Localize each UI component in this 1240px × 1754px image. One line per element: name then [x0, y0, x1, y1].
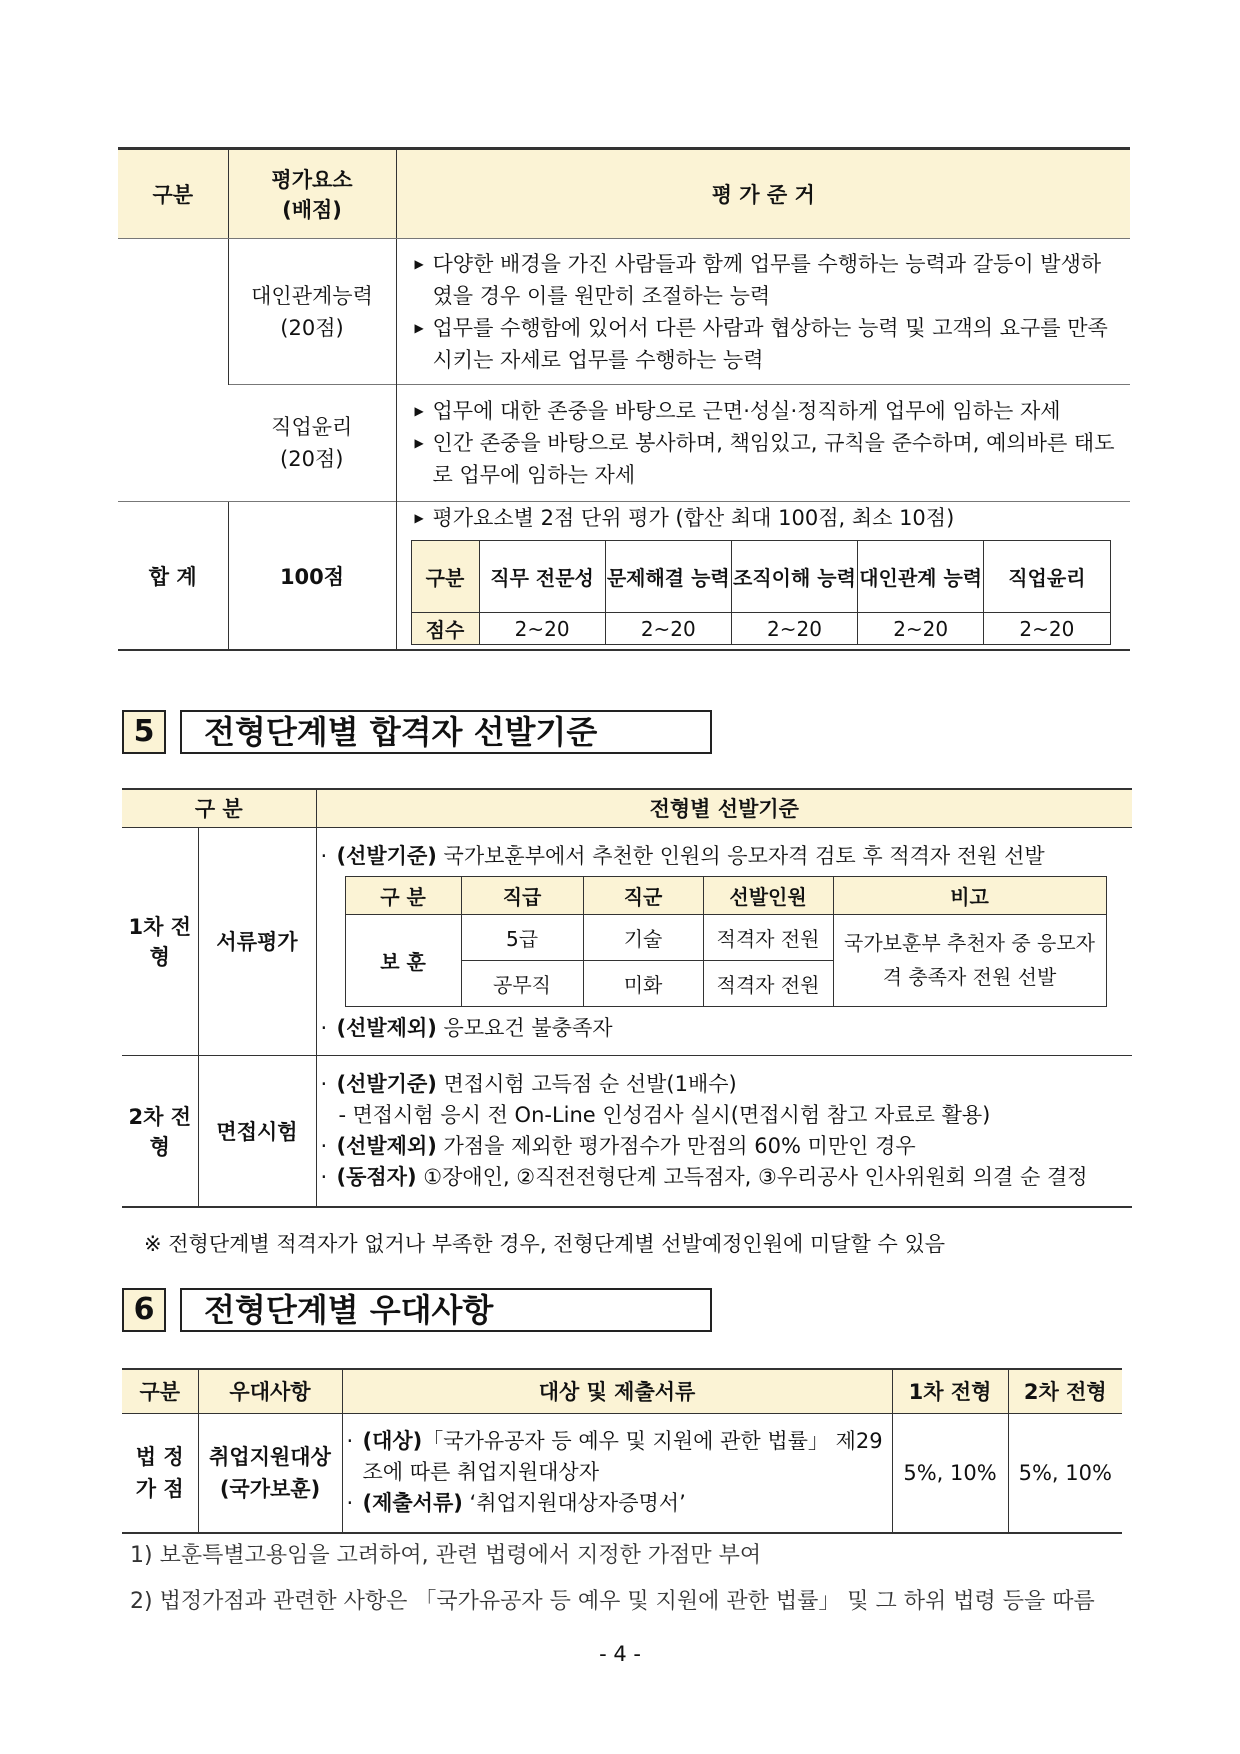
- inner-cell: 적격자 전원: [703, 914, 833, 960]
- inner-cell: 공무직: [461, 960, 583, 1006]
- inner-cell: 5급: [461, 914, 583, 960]
- section6-number: 6: [122, 1288, 166, 1332]
- section5-note: ※ 전형단계별 적격자가 없거나 부족한 경우, 전형단계별 선발예정인원에 미달할 수 있음: [144, 1232, 946, 1256]
- stage1-type: 서류평가: [198, 827, 316, 1055]
- score-header: 조직이해 능력: [731, 541, 857, 613]
- selection-criteria-table: [122, 788, 1132, 1208]
- s6-header: 구분: [122, 1369, 198, 1413]
- footnote-2: 2) 법정가점과 관련한 사항은 「국가유공자 등 예우 및 지원에 관한 법률」 및 그 하위 법령 등을 따름: [130, 1589, 1095, 1614]
- s6-category: 법 정 가 점: [122, 1413, 198, 1533]
- inner-cell: 미화: [583, 960, 703, 1006]
- criteria-ethics: ▶ 업무에 대한 존중을 바탕으로 근면·성실·정직하게 업무에 임하는 자세 ▶ 인간 존중을 바탕으로 봉사하며, 책임있고, 규칙을 준수하며, 예의바른 태도로 업무에 임하는 자세: [396, 385, 1130, 502]
- s6-header: 우대사항: [198, 1369, 342, 1413]
- inner-header: 구 분: [345, 876, 461, 914]
- score-value: 2~20: [984, 613, 1110, 645]
- score-header: 구분: [411, 541, 479, 613]
- stage1-label: 1차 전형: [122, 827, 198, 1055]
- score-header: 직업윤리: [984, 541, 1110, 613]
- total-criteria: ▶ 평가요소별 2점 단위 평가 (합산 최대 100점, 최소 10점) 구분 직무 전문성 문제해결 능력 조직이해 능력 대인관계 능력 직업윤리 점수 2~20 2~20 2~20 2~20 2~20: [396, 502, 1130, 651]
- element-interpersonal: 대인관계능력 (20점): [228, 239, 396, 385]
- score-row-label: 점수: [411, 613, 479, 645]
- footnote-1: 1) 보훈특별고용임을 고려하여, 관련 법령에서 지정한 가점만 부여: [130, 1543, 762, 1568]
- score-value: 2~20: [731, 613, 857, 645]
- score-table: [411, 540, 1111, 645]
- score-header: 대인관계 능력: [858, 541, 984, 613]
- total-label: 합 계: [118, 502, 228, 651]
- stage2-label: 2차 전형: [122, 1055, 198, 1207]
- header-element: 평가요소 (배점): [228, 149, 396, 239]
- inner-header: 선발인원: [703, 876, 833, 914]
- score-value: 2~20: [479, 613, 605, 645]
- s6-stage2: 5%, 10%: [1008, 1413, 1122, 1533]
- s6-stage1: 5%, 10%: [892, 1413, 1008, 1533]
- preference-table: [122, 1368, 1122, 1534]
- stage1-criteria: · (선발기준) 국가보훈부에서 추천한 인원의 응모자격 검토 후 적격자 전원 선발 구 분 직급 직군 선발인원 비고 보 훈 5급 기술 적격자 전원 국가보훈부 추천자 중 응모자격 충족자 전원 선발 공무직 미화 적격자 전원 · (선발제외) 응모요건 불충족자: [316, 827, 1132, 1055]
- page-number: - 4 -: [599, 1642, 641, 1666]
- section6-title: 전형단계별 우대사항: [180, 1288, 712, 1332]
- inner-note: 국가보훈부 추천자 중 응모자격 충족자 전원 선발: [833, 914, 1106, 1006]
- s6-target: · (대상)「국가유공자 등 예우 및 지원에 관한 법률」 제29조에 따른 취업지원대상자 · (제출서류) ‘취업지원대상자증명서’: [342, 1413, 892, 1533]
- inner-header: 직군: [583, 876, 703, 914]
- stage2-type: 면접시험: [198, 1055, 316, 1207]
- section5-number: 5: [122, 710, 166, 754]
- score-value: 2~20: [605, 613, 731, 645]
- inner-cell: 적격자 전원: [703, 960, 833, 1006]
- element-ethics: 직업윤리 (20점): [228, 385, 396, 502]
- criteria-interpersonal: ▶ 다양한 배경을 가진 사람들과 함께 업무를 수행하는 능력과 갈등이 발생하였을 경우 이를 원만히 조절하는 능력 ▶ 업무를 수행함에 있어서 다른 사람과 협상하는 능력 및 고객의 요구를 만족시키는 자세로 업무를 수행하는 능력: [396, 239, 1130, 385]
- score-header: 문제해결 능력: [605, 541, 731, 613]
- stage2-criteria: · (선발기준) 면접시험 고득점 순 선발(1배수) - 면접시험 응시 전 On-Line 인성검사 실시(면접시험 참고 자료로 활용) · (선발제외) 가점을 제외한 평가점수가 만점의 60% 미만인 경우 · (동점자) ①장애인, ②직전전형단계 고득점자, ③우리공사 인사위원회 의결 순 결정: [316, 1055, 1132, 1207]
- stage1-inner-table: [345, 876, 1107, 1007]
- s6-preference: 취업지원대상 (국가보훈): [198, 1413, 342, 1533]
- inner-header: 직급: [461, 876, 583, 914]
- s6-header: 1차 전형: [892, 1369, 1008, 1413]
- s6-header: 2차 전형: [1008, 1369, 1122, 1413]
- score-header: 직무 전문성: [479, 541, 605, 613]
- s6-header: 대상 및 제출서류: [342, 1369, 892, 1413]
- s5-header-criteria: 전형별 선발기준: [316, 789, 1132, 827]
- evaluation-criteria-table: [118, 147, 1130, 651]
- s5-header-category: 구 분: [122, 789, 316, 827]
- total-points: 100점: [228, 502, 396, 651]
- inner-cell: 기술: [583, 914, 703, 960]
- header-criteria: 평 가 준 거: [396, 149, 1130, 239]
- inner-group: 보 훈: [345, 914, 461, 1006]
- blank-category-cell: [118, 239, 228, 502]
- inner-header: 비고: [833, 876, 1106, 914]
- score-value: 2~20: [858, 613, 984, 645]
- header-category: 구분: [118, 149, 228, 239]
- section5-title: 전형단계별 합격자 선발기준: [180, 710, 712, 754]
